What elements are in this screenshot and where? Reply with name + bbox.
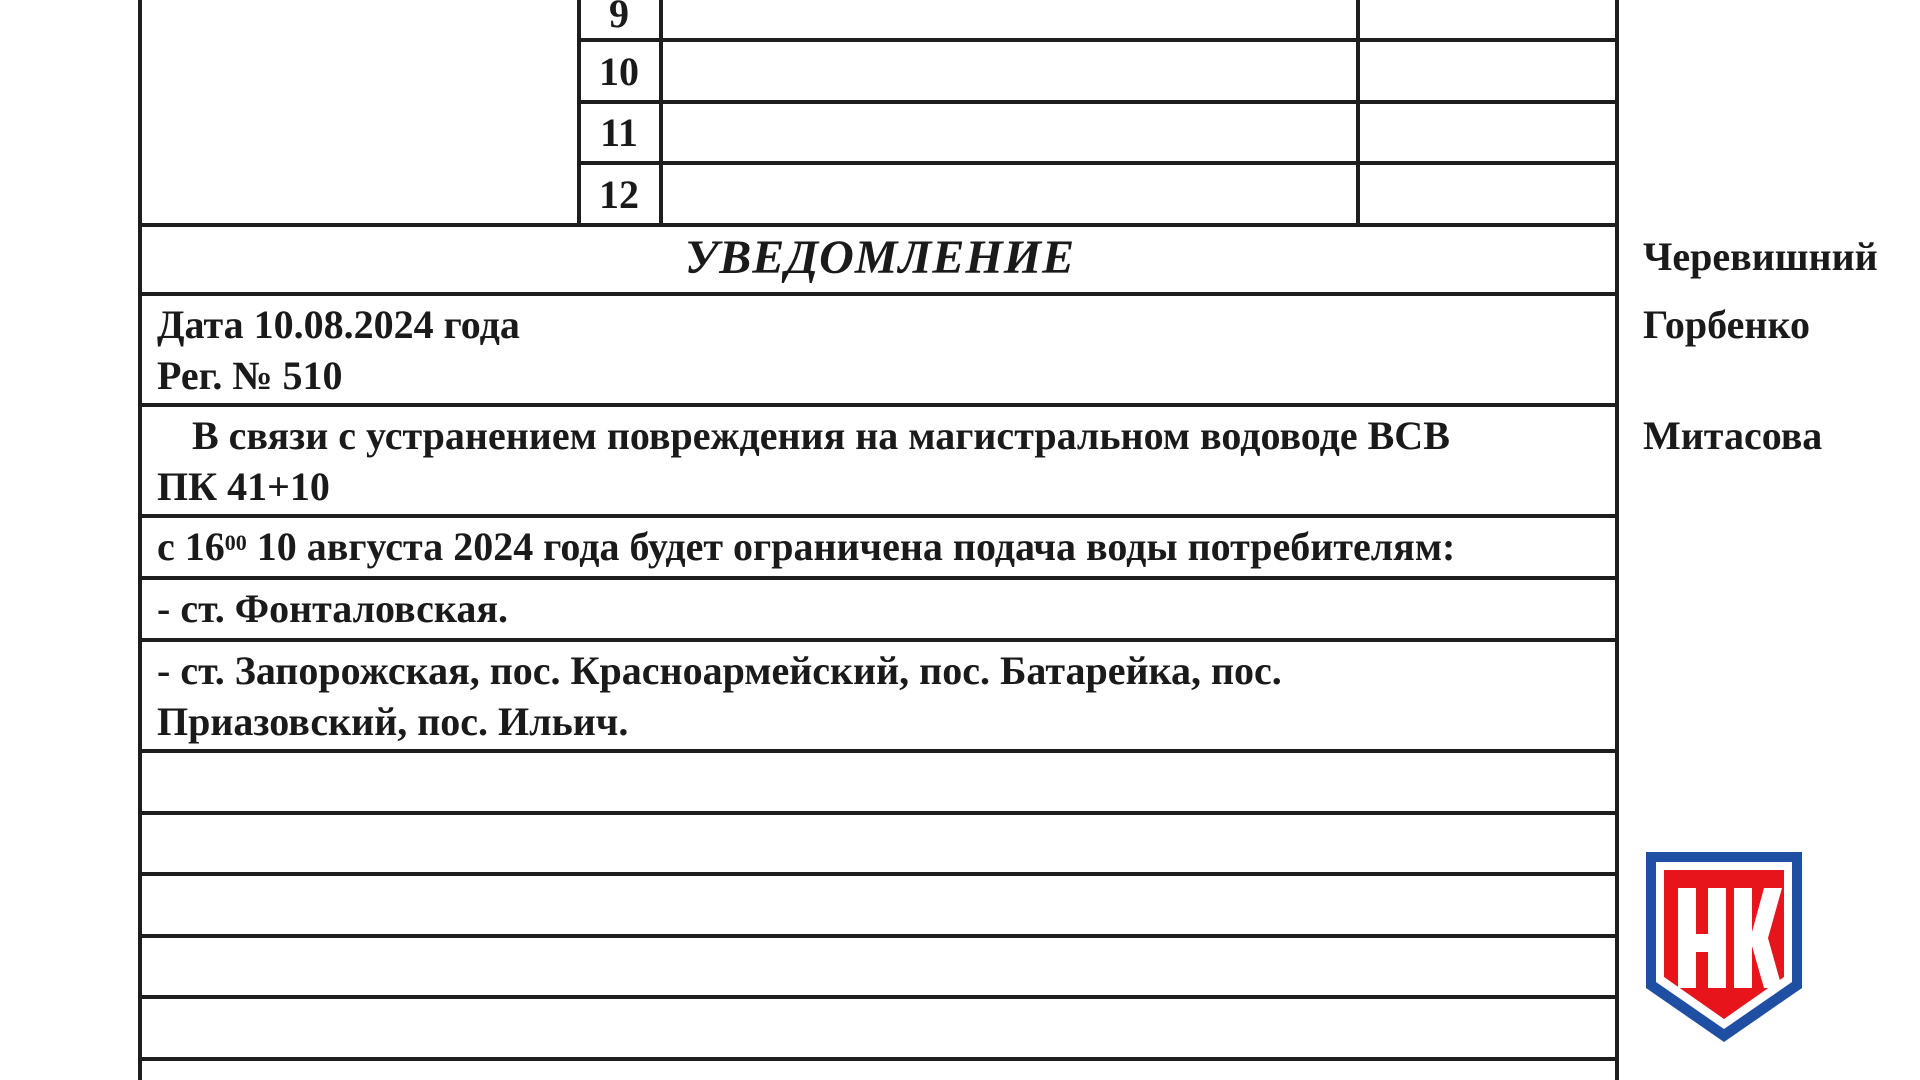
notice-reason-line-1: В связи с устранением повреждения на магистральном водоводе ВСВ (192, 413, 1450, 458)
row-divider (138, 811, 1619, 815)
consumer-item-2-line-1: - ст. Запорожская, пос. Красноармейский, пос. Батарейка, пос. (157, 648, 1282, 693)
side-name-2: Горбенко (1643, 302, 1810, 347)
supply-time-hour: с 16 (157, 524, 225, 569)
row-divider (138, 872, 1619, 876)
notice-date: Дата 10.08.2024 года (157, 302, 520, 347)
row-divider (138, 223, 1619, 227)
number-column-right-border (659, 0, 663, 226)
row-divider (577, 38, 1619, 42)
row-divider (138, 995, 1619, 999)
nk-shield-logo (1642, 848, 1806, 1046)
notice-reason-line-2: ПК 41+10 (157, 464, 330, 509)
side-name-1: Черевишний (1643, 234, 1878, 279)
row-number-10: 10 (599, 49, 639, 94)
row-divider (138, 749, 1619, 753)
row-divider (138, 934, 1619, 938)
row-divider (138, 403, 1619, 407)
row-divider (138, 576, 1619, 580)
row-divider (138, 1057, 1619, 1061)
side-name-3: Митасова (1643, 413, 1823, 458)
supply-date-text: 10 августа 2024 года будет ограничена подача воды потребителям: (246, 524, 1456, 569)
supply-time-minutes: 00 (224, 530, 247, 555)
row-divider (577, 161, 1619, 165)
notice-title: УВЕДОМЛЕНИЕ (684, 231, 1076, 284)
value-column-border (1356, 0, 1360, 226)
row-divider (138, 514, 1619, 518)
row-number-9: 9 (609, 0, 629, 36)
row-divider (138, 638, 1619, 642)
row-divider (577, 100, 1619, 104)
row-number-12: 12 (599, 172, 639, 217)
row-number-11: 11 (600, 110, 638, 155)
consumer-item-2-line-2: Приазовский, пос. Ильич. (157, 699, 629, 744)
notice-registration-number: Рег. № 510 (157, 353, 343, 398)
table-left-border (138, 0, 142, 1080)
consumer-item-1: - ст. Фонталовская. (157, 586, 508, 631)
notice-supply-restriction (157, 522, 1455, 572)
row-divider (138, 292, 1619, 296)
